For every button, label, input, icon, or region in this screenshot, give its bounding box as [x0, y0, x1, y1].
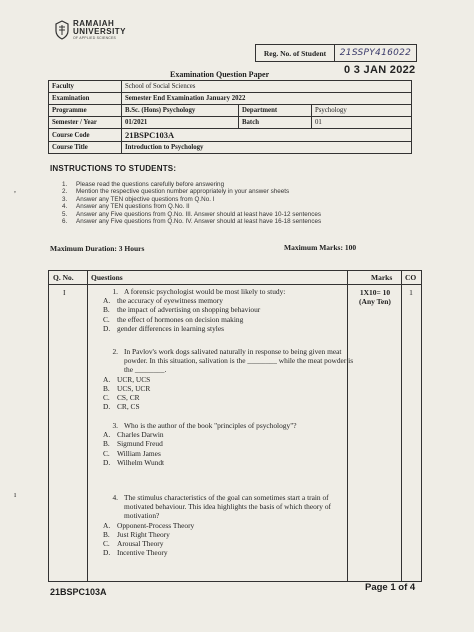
course-info-table [48, 80, 412, 154]
option: D. Incentive Theory [103, 548, 168, 558]
info-label: Examination [49, 93, 122, 105]
info-label2: Batch [239, 117, 312, 129]
logo-line2: UNIVERSITY [73, 27, 127, 36]
info-value: School of Social Sciences [122, 81, 412, 93]
footer-course-code: 21BSPC103A [50, 587, 107, 597]
max-marks: Maximum Marks: 100 [284, 243, 357, 252]
logo-line1: RAMAIAH [73, 19, 115, 28]
table-divider [87, 271, 88, 581]
margin-mark: ı [14, 490, 17, 499]
question-item: 3. Who is the author of the book "principles of psychology"? A. Charles Darwin B. Sigmund Freud C. William James D. Wilhelm Wundt [103, 421, 354, 467]
question-item: 4. The stimulus characteristics of the goal can sometimes start a train of motivated behaviour. This idea highlights the basis of which theory of motivation? A. Opponent-Process Theory B. Just Right Theory C. Arousal Theory D. Incentive Theory [103, 493, 354, 557]
margin-mark: , [14, 185, 16, 194]
info-value: Semester End Examination January 2022 [122, 93, 412, 105]
option: A. Opponent-Process Theory [103, 520, 195, 530]
table-divider [401, 271, 402, 581]
option: C. William James [103, 448, 161, 458]
col-co-header: CO [405, 273, 417, 282]
instruction-item: 4. Answer any TEN questions from Q.No. II [62, 203, 190, 211]
instruction-item: 1. Please read the questions carefully before answering [62, 181, 225, 188]
info-row-examination [49, 93, 412, 105]
info-label: Course Title [49, 142, 122, 154]
info-row-faculty [49, 81, 412, 93]
option: D. gender differences in learning styles [103, 323, 224, 333]
option: C. CS, CR [103, 393, 140, 403]
info-label: Faculty [49, 81, 122, 93]
paper-title: Examination Question Paper [170, 70, 270, 79]
info-value2: Psychology [312, 105, 412, 117]
option: B. the impact of advertising on shopping behaviour [103, 305, 261, 315]
option: A. the accuracy of eyewitness memory [103, 296, 223, 306]
instructions-list [62, 181, 321, 225]
instruction-item: 6. Answer any Five questions from Q.No. IV. Answer should at least have 16-18 sentences [62, 218, 322, 226]
info-row-course-title [49, 142, 412, 154]
info-row-programme [49, 105, 412, 117]
question-table [48, 270, 422, 582]
table-header-divider [49, 284, 421, 285]
instruction-item: 5. Answer any Five questions from Q.No. III. Answer should at least have 10-12 sentences [62, 210, 322, 218]
university-logo [54, 20, 126, 40]
reg-no-label: Reg. No. of Student [256, 45, 335, 61]
info-row-semester [49, 117, 412, 129]
option: C. the effect of hormones on decision making [103, 314, 244, 324]
option: A. Charles Darwin [103, 430, 164, 440]
info-value: B.Sc. (Hons) Psychology [122, 105, 239, 117]
info-row-course-code [49, 129, 412, 142]
marks-cell: 1X10= 10 (Any Ten) [359, 288, 391, 306]
info-value2: 01 [312, 117, 412, 129]
info-label2: Department [239, 105, 312, 117]
info-value: 01/2021 [122, 117, 239, 129]
info-label: Course Code [49, 129, 122, 142]
reg-no-box [255, 44, 417, 62]
option: B. Sigmund Freud [103, 439, 163, 449]
max-duration: Maximum Duration: 3 Hours [50, 244, 145, 253]
info-value: Introduction to Psychology [122, 142, 412, 154]
co-cell: 1 [409, 288, 413, 297]
option: D. CR, CS [103, 402, 140, 412]
info-label: Semester / Year [49, 117, 122, 129]
option: D. Wilhelm Wundt [103, 457, 165, 467]
info-label: Programme [49, 105, 122, 117]
footer-page-number: Page 1 of 4 [365, 582, 416, 593]
instructions-title: INSTRUCTIONS TO STUDENTS: [50, 164, 177, 173]
question-number: I [63, 288, 66, 297]
emblem-icon [54, 20, 70, 40]
col-marks-header: Marks [371, 273, 393, 282]
option: B. Just Right Theory [103, 529, 170, 539]
col-qno-header: Q. No. [53, 273, 74, 282]
date-stamp: 0 3 JAN 2022 [344, 64, 416, 76]
option: C. Arousal Theory [103, 539, 164, 549]
question-item: 2. In Pavlov's work dogs salivated naturally in response to being given meat powder. In this situation, salivation is the ________ while the meat powder is the ________. A. UCR, UCS B. UCS, UCR C. CS, CR D. CR, CS [103, 347, 354, 412]
instruction-item: 3. Answer any TEN objective questions from Q.No. I [62, 195, 215, 203]
option: A. UCR, UCS [103, 374, 151, 384]
logo-sub: OF APPLIED SCIENCES [73, 36, 117, 40]
info-value: 21BSPC103A [122, 129, 412, 142]
option: B. UCS, UCR [103, 383, 151, 393]
reg-no-value: 21SSPY416022 [339, 48, 412, 58]
instruction-item: 2. Mention the respective question number appropriately in your answer sheets [62, 188, 290, 196]
col-questions-header: Questions [91, 273, 123, 282]
question-item: 1. A forensic psychologist would be most likely to study: A. the accuracy of eyewitness memory B. the impact of advertising on shopping behaviour C. the effect of hormones on decision making D. gender differences in learning styles [103, 287, 354, 333]
